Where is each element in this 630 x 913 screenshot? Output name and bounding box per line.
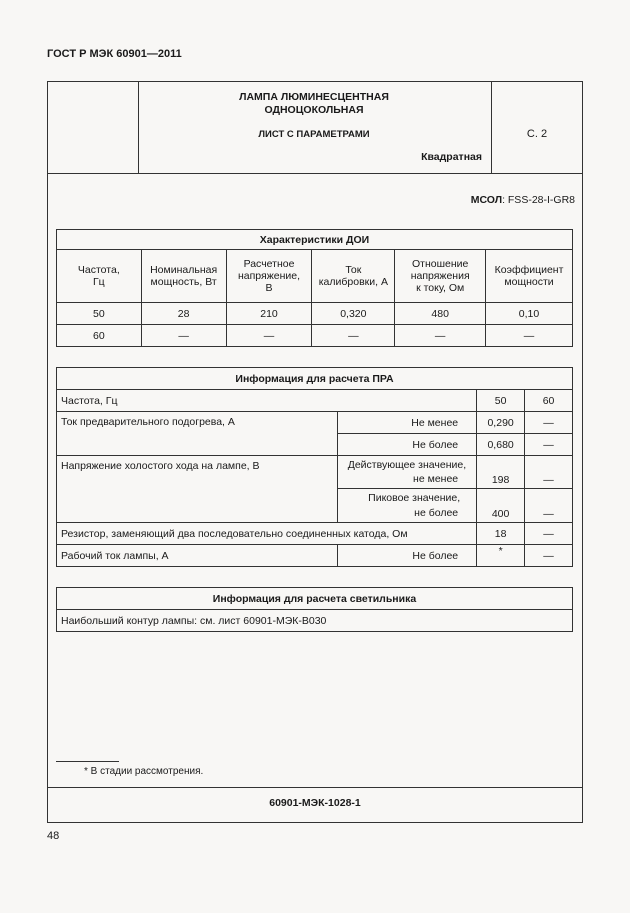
doi-title: Характеристики ДОИ <box>57 230 573 250</box>
standard-header: ГОСТ Р МЭК 60901—2011 <box>47 48 182 60</box>
doi-cell: 210 <box>226 303 312 325</box>
pra-ocv-peak-50: 400 <box>477 489 525 523</box>
doi-cell: 480 <box>395 303 486 325</box>
luminaire-table <box>56 587 573 632</box>
pra-freq-label: Частота, Гц <box>57 390 477 412</box>
doi-cell: 60 <box>57 325 142 347</box>
doi-header-ratio: Отношение напряжения к току, Ом <box>395 250 486 303</box>
doi-cell: — <box>312 325 395 347</box>
mcol-value: : FSS-28-I-GR8 <box>502 194 575 206</box>
doi-table <box>56 229 573 347</box>
doi-header-power: Номинальная мощность, Вт <box>141 250 226 303</box>
pra-current-label: Рабочий ток лампы, А <box>57 545 338 567</box>
pra-preheat-max-60: — <box>525 434 573 456</box>
pra-ocv-label: Напряжение холостого хода на лампе, В <box>57 456 338 523</box>
pra-current-60: — <box>525 545 573 567</box>
doi-cell: — <box>141 325 226 347</box>
table-row <box>57 545 573 567</box>
luminaire-title: Информация для расчета светильника <box>57 588 573 610</box>
pra-preheat-min-60: — <box>525 412 573 434</box>
sheet-subtitle: ЛИСТ С ПАРАМЕТРАМИ <box>258 129 370 140</box>
page-reference: С. 2 <box>526 128 548 140</box>
doi-header-current: Ток калибровки, А <box>312 250 395 303</box>
footer-code: 60901-МЭК-1028-1 <box>269 797 361 809</box>
doi-header-frequency: Частота, Гц <box>57 250 142 303</box>
pra-ocv-peak-label: Пиковое значение, не более <box>338 489 477 523</box>
pra-ocv-rms-60: — <box>525 456 573 489</box>
doi-cell: 0,320 <box>312 303 395 325</box>
pra-current-50: * <box>477 545 525 567</box>
pra-ocv-rms-label: Действующее значение, не менее <box>338 456 477 489</box>
pra-current-cond: Не более <box>338 545 477 567</box>
doi-cell: — <box>395 325 486 347</box>
table-row <box>57 390 573 412</box>
footnote-text: * В стадии рассмотрения. <box>84 766 204 777</box>
table-row <box>57 303 573 325</box>
doi-cell: 28 <box>141 303 226 325</box>
pra-resistor-60: — <box>525 523 573 545</box>
pra-preheat-max-50: 0,680 <box>477 434 525 456</box>
pra-resistor-label: Резистор, заменяющий два последовательно соединенных катода, Ом <box>57 523 477 545</box>
pra-resistor-50: 18 <box>477 523 525 545</box>
pra-preheat-max-label: Не более <box>338 434 477 456</box>
page-number: 48 <box>47 830 60 842</box>
pra-freq-50: 50 <box>477 390 525 412</box>
doi-cell: 50 <box>57 303 142 325</box>
header-divider <box>48 173 582 174</box>
doi-cell: — <box>226 325 312 347</box>
table-row <box>57 412 573 434</box>
footer-divider <box>48 787 582 788</box>
lamp-shape: Квадратная <box>421 151 482 163</box>
mcol-label: МСОЛ <box>470 194 503 206</box>
footnote-rule <box>56 761 119 762</box>
table-row <box>57 610 573 632</box>
pra-ocv-peak-60: — <box>525 489 573 523</box>
pra-freq-60: 60 <box>525 390 573 412</box>
sheet-title-line1: ЛАМПА ЛЮМИНЕСЦЕНТНАЯ <box>239 91 389 103</box>
sheet-title-line2: ОДНОЦОКОЛЬНАЯ <box>264 104 364 116</box>
pra-ocv-rms-50: 198 <box>477 456 525 489</box>
pra-preheat-min-label: Не менее <box>338 412 477 434</box>
pra-preheat-label: Ток предварительного подогрева, А <box>57 412 338 456</box>
doi-header-row <box>57 250 573 303</box>
pra-title: Информация для расчета ПРА <box>57 368 573 390</box>
mcol-designation <box>380 194 575 206</box>
table-row <box>57 325 573 347</box>
luminaire-text: Наибольший контур лампы: см. лист 60901-МЭК-В030 <box>57 610 573 632</box>
table-row <box>57 456 573 489</box>
pra-preheat-min-50: 0,290 <box>477 412 525 434</box>
doi-header-voltage: Расчетное напряжение, В <box>226 250 312 303</box>
doi-cell: 0,10 <box>486 303 573 325</box>
doi-header-power-factor: Коэффициент мощности <box>486 250 573 303</box>
doi-cell: — <box>486 325 573 347</box>
pra-table <box>56 367 573 567</box>
table-row <box>57 523 573 545</box>
